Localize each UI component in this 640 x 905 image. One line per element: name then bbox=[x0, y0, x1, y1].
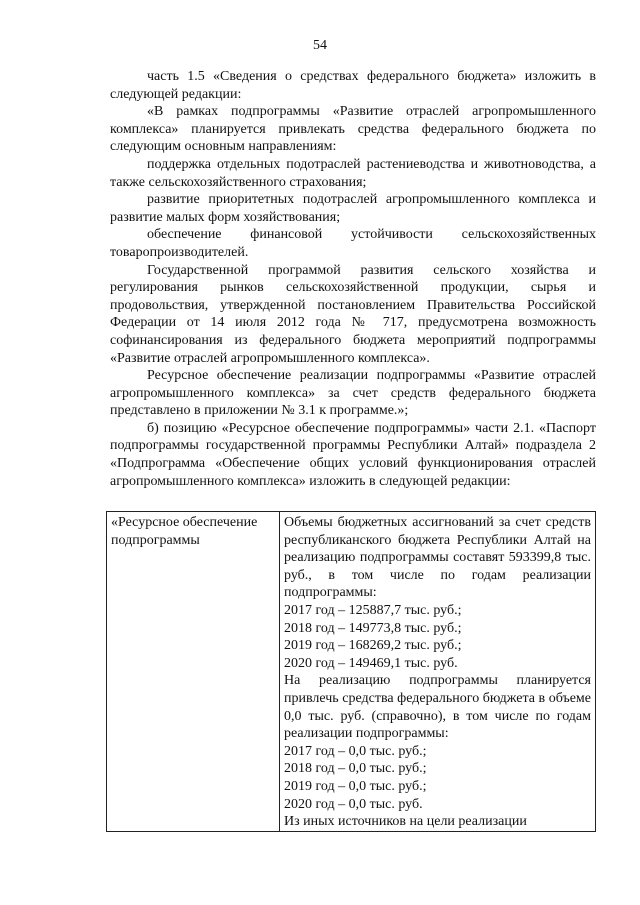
year-2017-regional: 2017 год – 125887,7 тыс. руб.; bbox=[284, 602, 462, 618]
year-2020-federal: 2020 год – 0,0 тыс. руб. bbox=[284, 796, 423, 812]
table-left-cell bbox=[107, 512, 280, 832]
paragraph-4: развитие приоритетных подотраслей агропромышленного комплекса и развитие малых форм хозяйствования; bbox=[110, 192, 596, 225]
year-2018-regional: 2018 год – 149773,8 тыс. руб.; bbox=[284, 620, 462, 636]
federal-intro: На реализацию подпрограммы планируется привлечь средства федерального бюджета в объеме 0,0 тыс. руб. (справочно), в том числе по годам реализации подпрограммы: bbox=[284, 673, 591, 742]
paragraph-8: б) позицию «Ресурсное обеспечение подпрограммы» части 2.1. «Паспорт подпрограммы государственной программы Республики Алтай» подраздела 2 «Подпрограмма «Обеспечение общих условий функционирования отраслей агропромышленного комплекса» изложить в следующей редакции: bbox=[110, 420, 596, 489]
year-2020-regional: 2020 год – 149469,1 тыс. руб. bbox=[284, 655, 458, 671]
table-row bbox=[107, 512, 596, 832]
table-right-cell bbox=[280, 512, 596, 832]
paragraph-1: часть 1.5 «Сведения о средствах федерального бюджета» изложить в следующей редакции: bbox=[110, 69, 596, 102]
paragraph-7: Ресурсное обеспечение реализации подпрограммы «Развитие отраслей агропромышленного комплекса» за счет средств федерального бюджета представлено в приложении № 3.1 к программе.»; bbox=[110, 368, 596, 419]
year-2018-federal: 2018 год – 0,0 тыс. руб.; bbox=[284, 761, 427, 777]
paragraph-2: «В рамках подпрограммы «Развитие отраслей агропромышленного комплекса» планируется привлекать средства федерального бюджета по следующим основным направлениям: bbox=[110, 104, 596, 155]
resource-table bbox=[106, 511, 596, 832]
resource-label: «Ресурсное обеспечение подпрограммы bbox=[111, 515, 258, 548]
other-sources-line: Из иных источников на цели реализации bbox=[284, 814, 527, 830]
document-body bbox=[110, 68, 596, 490]
page-number: 54 bbox=[313, 38, 327, 53]
year-2017-federal: 2017 год – 0,0 тыс. руб.; bbox=[284, 743, 427, 759]
paragraph-6: Государственной программой развития сельского хозяйства и регулирования рынков сельскохозяйственной продукции, сырья и продовольствия, утвержденной постановлением Правительства Российской Федерации от 14 июля 2012 года № 717, предусмотрена возможность софинансирования из федерального бюджета мероприятий подпрограммы «Развитие отраслей агропромышленного комплекса». bbox=[110, 262, 596, 366]
paragraph-5: обеспечение финансовой устойчивости сельскохозяйственных товаропроизводителей. bbox=[110, 227, 596, 260]
year-2019-federal: 2019 год – 0,0 тыс. руб.; bbox=[284, 778, 427, 794]
budget-intro: Объемы бюджетных ассигнований за счет средств республиканского бюджета Республики Алтай на реализацию подпрограммы составят 593399,8 тыс. руб., в том числе по годам реализации подпрограммы: bbox=[284, 515, 591, 601]
year-2019-regional: 2019 год – 168269,2 тыс. руб.; bbox=[284, 638, 462, 654]
paragraph-3: поддержка отдельных подотраслей растениеводства и животноводства, а также сельскохозяйственного страхования; bbox=[110, 156, 596, 190]
